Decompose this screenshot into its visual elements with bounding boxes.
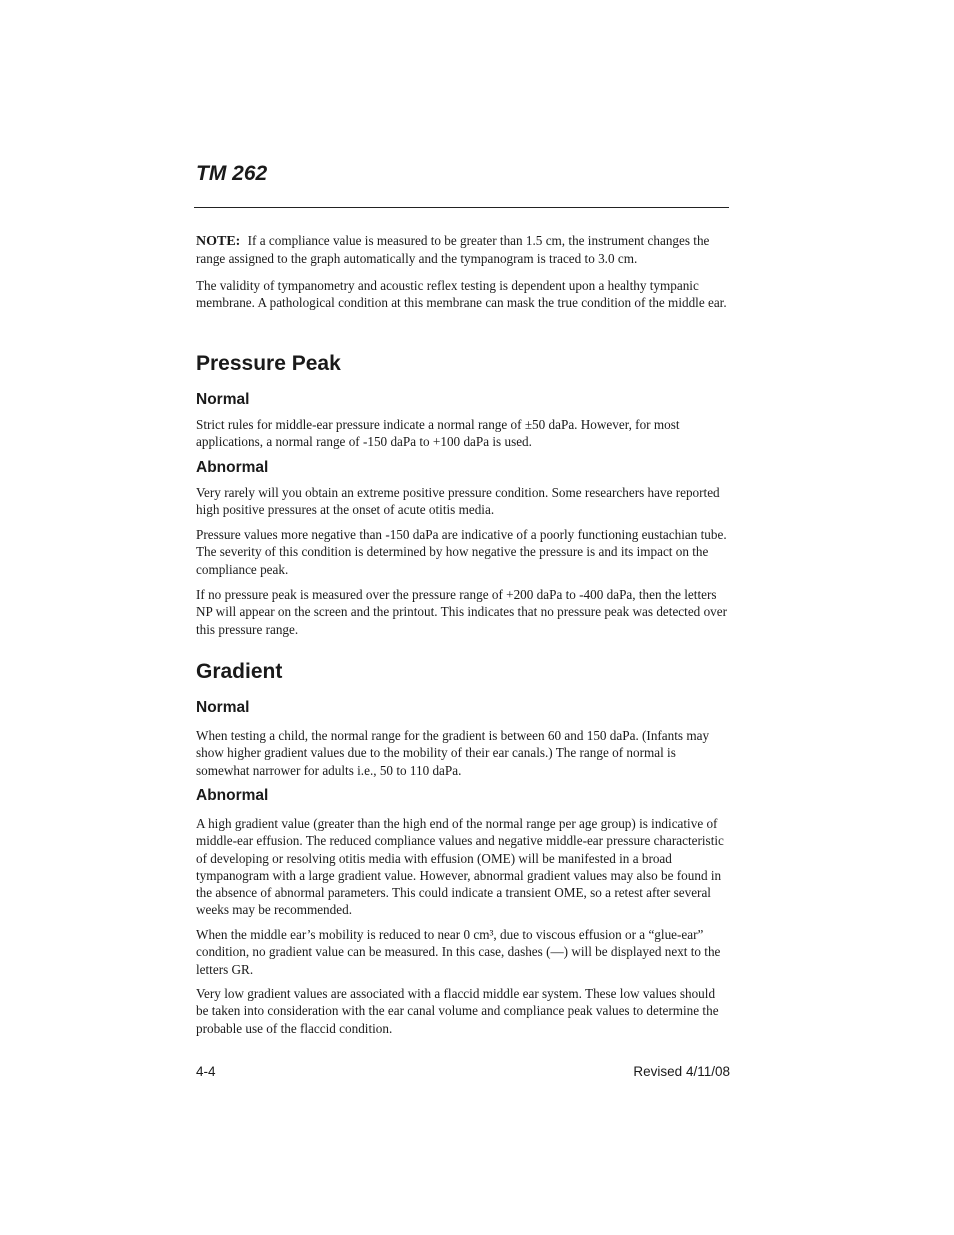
- gradient-abnormal-p3: Very low gradient values are associated with a flaccid middle ear system. These low values should be taken into consideration with the ear canal volume and compliance peak values to determine the probable use of the flaccid condition.: [196, 986, 719, 1036]
- pressure-peak-abnormal-heading: Abnormal: [196, 459, 269, 476]
- gradient-heading: Gradient: [196, 660, 283, 683]
- pressure-peak-abnormal-p1: Very rarely will you obtain an extreme positive pressure condition. Some researchers have reported high positive pressures at the onset of acute otitis media.: [196, 485, 720, 518]
- gradient-normal-text: When testing a child, the normal range for the gradient is between 60 and 150 daPa. (Infants may show higher gradient values due to the mobility of their ear canals.) The range of normal is somewhat narrower for adults i.e., 50 to 110 daPa.: [196, 728, 710, 778]
- pressure-peak-heading: Pressure Peak: [196, 352, 341, 375]
- document-page: [196, 160, 729, 1036]
- page-footer: [196, 1064, 730, 1079]
- note-paragraph: [196, 232, 729, 268]
- gradient-abnormal-p2: When the middle ear’s mobility is reduced to near 0 cm³, due to viscous effusion or a “glue-ear” condition, no gradient value can be measured. In this case, dashes (—) will be displayed next to the letters GR.: [196, 927, 721, 977]
- pressure-peak-abnormal-p3: If no pressure peak is measured over the pressure range of +200 daPa to -400 daPa, then the letters NP will appear on the screen and the printout. This indicates that no pressure peak was detected over this pressure range.: [196, 587, 727, 637]
- revision-date: Revised 4/11/08: [633, 1064, 730, 1079]
- note-text: If a compliance value is measured to be greater than 1.5 cm, the instrument changes the range assigned to the graph automatically and the tympanogram is traced to 3.0 cm.: [196, 233, 710, 267]
- header-rule: [194, 207, 729, 208]
- pressure-peak-abnormal-p2: Pressure values more negative than -150 daPa are indicative of a poorly functioning eustachian tube. The severity of this condition is determined by how negative the pressure is and its impact on the compliance peak.: [196, 527, 727, 577]
- gradient-normal-heading: Normal: [196, 699, 250, 716]
- page-number: 4-4: [196, 1064, 216, 1079]
- note-label: NOTE:: [196, 234, 241, 249]
- document-title: TM 262: [196, 162, 268, 185]
- intro-paragraph: The validity of tympanometry and acoustic reflex testing is dependent upon a healthy tympanic membrane. A pathological condition at this membrane can mask the true condition of the middle ear.: [196, 278, 727, 311]
- pressure-peak-normal-text: Strict rules for middle-ear pressure indicate a normal range of ±50 daPa. However, for most applications, a normal range of -150 daPa to +100 daPa is used.: [196, 417, 680, 450]
- gradient-abnormal-heading: Abnormal: [196, 787, 269, 804]
- pressure-peak-normal-heading: Normal: [196, 391, 250, 408]
- gradient-abnormal-p1: A high gradient value (greater than the high end of the normal range per age group) is indicative of middle-ear effusion. The reduced compliance values and negative middle-ear pressure characteristic of developing or resolving otitis media with effusion (OME) will be manifested in a broad tympanogram with a large gradient value. However, abnormal gradient values may also be found in the absence of abnormal parameters. This could indicate a transient OME, so a retest after several weeks may be recommended.: [196, 816, 724, 918]
